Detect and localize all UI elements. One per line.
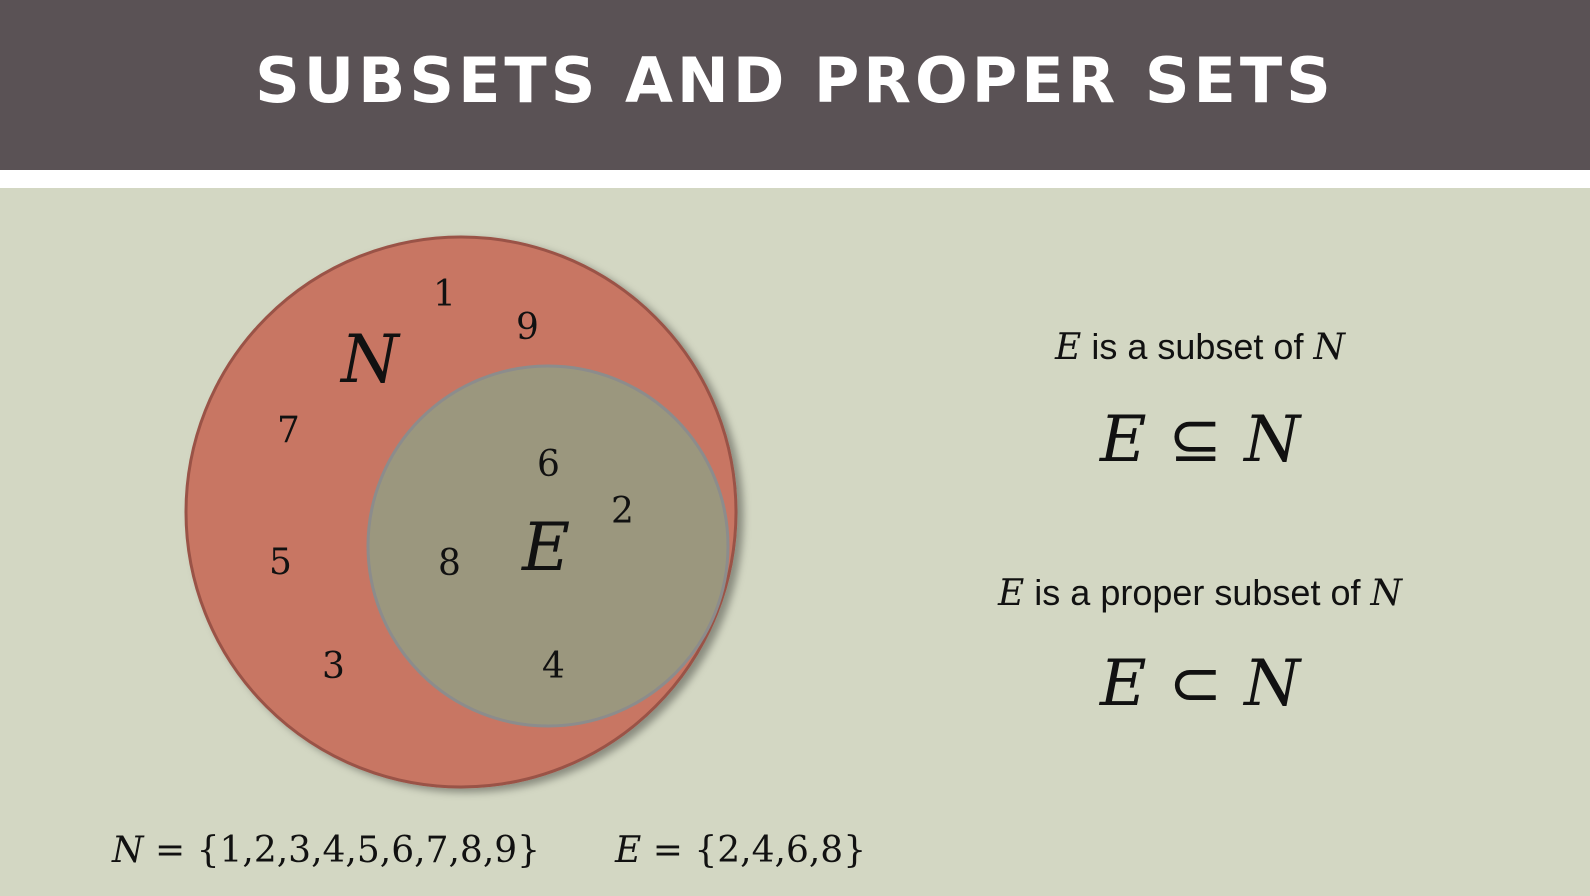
element-2: 2 [611, 491, 634, 532]
proper-subset-statement [930, 571, 1470, 616]
set-definitions [112, 828, 866, 874]
set-e-members: {2,4,6,8} [694, 830, 867, 871]
set-n-equals: = [154, 830, 186, 871]
proper-subset-symbol: ⊂ [1168, 647, 1223, 721]
page-title: SUBSETS AND PROPER SETS [255, 44, 1335, 117]
subset-statement [930, 325, 1470, 370]
element-5: 5 [269, 542, 292, 583]
element-6: 6 [537, 444, 560, 485]
element-1: 1 [433, 274, 456, 315]
set-e-equals: = [652, 830, 683, 871]
proper-subset-right-var: N [1370, 573, 1402, 614]
set-e-name: E [614, 830, 642, 871]
subset-right-var: N [1313, 327, 1345, 368]
subset-left-var: E [1055, 327, 1082, 368]
proper-subset-notation-left: E [1099, 647, 1147, 721]
subset-symbol: ⊆ [1168, 403, 1223, 477]
subset-notation-right: N [1244, 403, 1301, 477]
element-7: 7 [277, 410, 300, 451]
set-e-label: E [522, 509, 571, 586]
proper-subset-notation [930, 646, 1470, 722]
element-9: 9 [516, 307, 539, 348]
element-8: 8 [438, 543, 461, 584]
element-3: 3 [322, 646, 345, 687]
proper-subset-text: is a proper subset of [1034, 572, 1361, 613]
subset-notation-left: E [1099, 403, 1147, 477]
element-4: 4 [542, 646, 565, 687]
proper-subset-notation-right: N [1244, 647, 1301, 721]
subset-text: is a subset of [1091, 326, 1304, 367]
set-n-members: {1,2,3,4,5,6,7,8,9} [196, 830, 541, 871]
proper-subset-left-var: E [998, 573, 1025, 614]
set-n-name: N [112, 830, 144, 871]
set-n-label: N [341, 321, 399, 398]
subset-notation [930, 402, 1470, 478]
